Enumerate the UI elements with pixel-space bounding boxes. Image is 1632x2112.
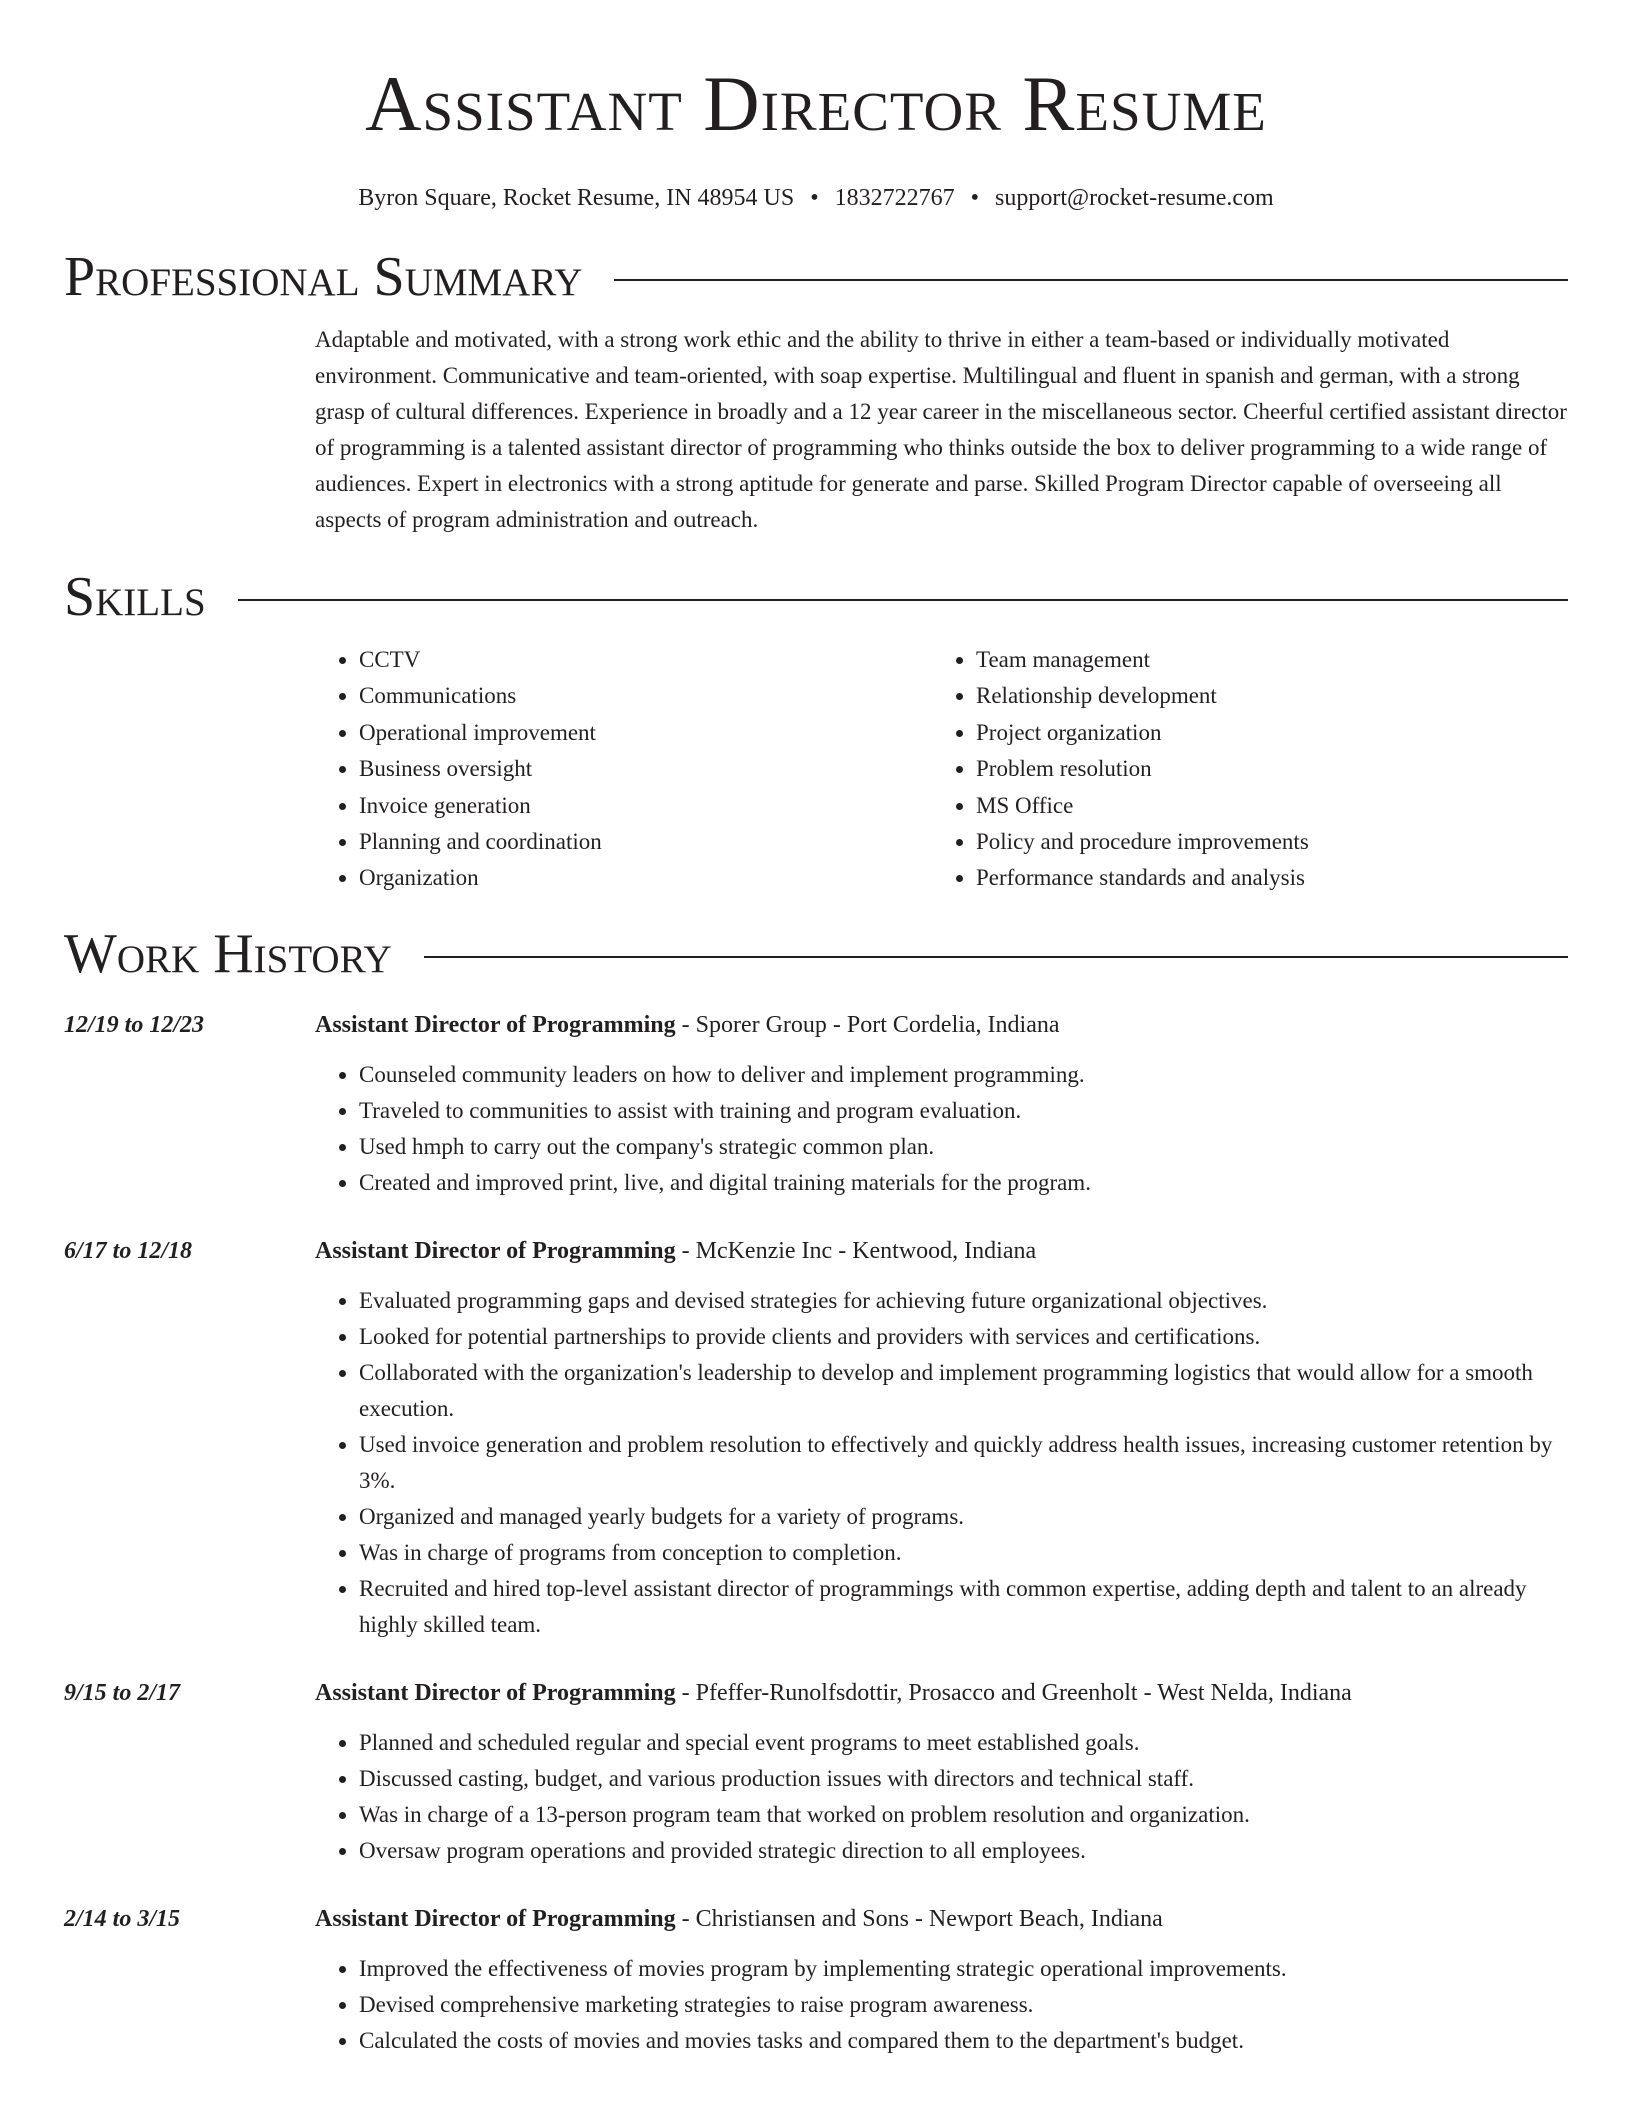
work-history-section (64, 921, 1568, 2059)
job-employer: - Pfeffer-Runolfsdottir, Prosacco and Greenholt - West Nelda, Indiana (675, 1679, 1352, 1706)
job-title-line (315, 1007, 1568, 1043)
job-dates: 12/19 to 12/23 (64, 1011, 205, 1038)
job-bullet: • Devised comprehensive marketing strategies to raise program awareness. (359, 1987, 1568, 2023)
contact-email: support@rocket-resume.com (995, 185, 1274, 211)
resume-page (64, 0, 1568, 2059)
job-title-line (315, 1675, 1568, 1711)
skill-item: • Performance standards and analysis (976, 860, 1549, 896)
job-employer: - Sporer Group - Port Cordelia, Indiana (675, 1011, 1060, 1038)
job-title: Assistant Director of Programming (315, 1237, 676, 1264)
skills-list-left (315, 642, 932, 897)
job-header (64, 1007, 1568, 1043)
contact-phone: 1832722767 (834, 185, 955, 211)
job-bullet: • Used hmph to carry out the company's strategic common plan. (359, 1129, 1568, 1165)
job-bullets (315, 1057, 1568, 1201)
summary-title: Professional Summary (64, 246, 583, 308)
job-title-line (315, 1233, 1568, 1269)
job-bullet: • Evaluated programming gaps and devised strategies for achieving future organizational objectives. (359, 1283, 1568, 1319)
summary-heading (64, 244, 1568, 310)
job-entry (64, 1675, 1568, 1869)
summary-section (64, 244, 1568, 538)
skill-item: • MS Office (976, 788, 1549, 824)
skills-section (64, 564, 1568, 897)
skill-item: • Team management (976, 642, 1549, 678)
job-bullet: • Created and improved print, live, and digital training materials for the program. (359, 1165, 1568, 1201)
job-employer: - McKenzie Inc - Kentwood, Indiana (675, 1237, 1037, 1264)
skills-list-right (932, 642, 1549, 897)
job-title: Assistant Director of Programming (315, 1905, 676, 1932)
job-entry (64, 1233, 1568, 1643)
contact-separator: • (810, 185, 819, 211)
skills-title: Skills (64, 566, 206, 628)
job-bullet: • Traveled to communities to assist with training and program evaluation. (359, 1093, 1568, 1129)
job-bullet: • Counseled community leaders on how to deliver and implement programming. (359, 1057, 1568, 1093)
skill-item: • Relationship development (976, 678, 1549, 714)
job-bullet: • Planned and scheduled regular and special event programs to meet established goals. (359, 1725, 1568, 1761)
contact-address: Byron Square, Rocket Resume, IN 48954 US (358, 185, 795, 211)
contact-separator: • (970, 185, 980, 211)
job-bullet: • Improved the effectiveness of movies program by implementing strategic operational improvements. (359, 1951, 1568, 1987)
section-divider (238, 599, 1568, 601)
job-bullets (315, 1951, 1568, 2059)
job-bullet: • Looked for potential partnerships to provide clients and providers with services and certifications. (359, 1319, 1568, 1355)
job-bullet: • Organized and managed yearly budgets for a variety of programs. (359, 1499, 1568, 1535)
job-employer: - Christiansen and Sons - Newport Beach, Indiana (675, 1905, 1163, 1932)
job-bullets (315, 1725, 1568, 1869)
job-header (64, 1233, 1568, 1269)
skill-item: • Invoice generation (359, 788, 932, 824)
job-entry (64, 1901, 1568, 2059)
job-dates: 9/15 to 2/17 (64, 1679, 181, 1706)
resume-title: Assistant Director Resume (365, 60, 1267, 147)
contact-line (64, 182, 1568, 214)
skill-item: • CCTV (359, 642, 932, 678)
section-divider (424, 956, 1568, 958)
job-bullet: • Recruited and hired top-level assistant director of programmings with common expertise, adding depth and talent to an already highly skilled team. (359, 1571, 1568, 1643)
skill-item: • Project organization (976, 715, 1549, 751)
job-bullet: • Collaborated with the organization's leadership to develop and implement programming logistics that would allow for a smooth execution. (359, 1355, 1568, 1427)
job-entry (64, 1007, 1568, 1201)
job-title: Assistant Director of Programming (315, 1011, 676, 1038)
work-history-heading (64, 921, 1568, 987)
job-bullet: • Oversaw program operations and provided strategic direction to all employees. (359, 1833, 1568, 1869)
job-bullet: • Was in charge of a 13-person program team that worked on problem resolution and organization. (359, 1797, 1568, 1833)
job-dates: 6/17 to 12/18 (64, 1237, 193, 1264)
summary-text: Adaptable and motivated, with a strong work ethic and the ability to thrive in either a team-based or individually motivated environment. Communicative and team-oriented, with soap expertise. Multilingual and fluent in spanish and german, with a strong grasp of cultural differences. Experience in broadly and a 12 year career in the miscellaneous sector. Cheerful certified assistant director of programming is a talented assistant director of programming who thinks outside the box to deliver programming to a wide range of audiences. Expert in electronics with a strong aptitude for generate and parse. Skilled Program Director capable of overseeing all aspects of program administration and outreach. (315, 327, 1567, 532)
section-divider (614, 279, 1568, 281)
skill-item: • Operational improvement (359, 715, 932, 751)
skill-item: • Planning and coordination (359, 824, 932, 860)
job-title: Assistant Director of Programming (315, 1679, 676, 1706)
job-bullet: • Calculated the costs of movies and movies tasks and compared them to the department's budget. (359, 2023, 1568, 2059)
job-dates: 2/14 to 3/15 (64, 1905, 181, 1932)
job-bullet: • Used invoice generation and problem resolution to effectively and quickly address health issues, increasing customer retention by 3%. (359, 1427, 1568, 1499)
skill-item: • Policy and procedure improvements (976, 824, 1549, 860)
skill-item: • Business oversight (359, 751, 932, 787)
skill-item: • Organization (359, 860, 932, 896)
job-bullet: • Was in charge of programs from conception to completion. (359, 1535, 1568, 1571)
job-bullets (315, 1283, 1568, 1643)
job-header (64, 1901, 1568, 1937)
skills-heading (64, 564, 1568, 630)
job-bullet: • Discussed casting, budget, and various production issues with directors and technical staff. (359, 1761, 1568, 1797)
job-header (64, 1675, 1568, 1711)
skill-item: • Communications (359, 678, 932, 714)
skill-item: • Problem resolution (976, 751, 1549, 787)
job-title-line (315, 1901, 1568, 1937)
work-history-title: Work History (64, 922, 392, 985)
skills-columns (315, 642, 1568, 897)
